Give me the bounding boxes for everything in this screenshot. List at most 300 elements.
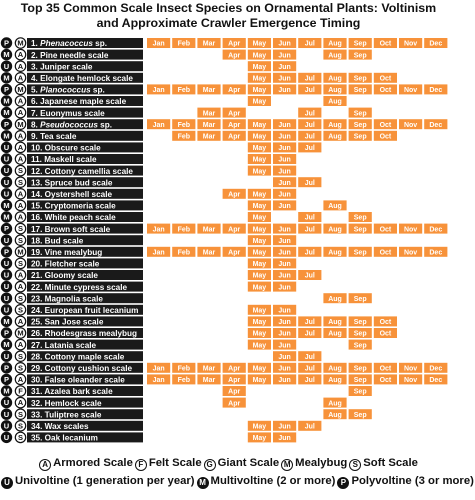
- month-label: Jul: [304, 423, 315, 431]
- month-label: May: [252, 272, 267, 280]
- month-label: Aug: [328, 400, 342, 408]
- group-letter: A: [17, 189, 24, 199]
- month-label: May: [252, 330, 267, 338]
- month-label: May: [252, 377, 267, 385]
- month-label: Oct: [379, 226, 392, 234]
- month-label: May: [252, 307, 267, 315]
- species-name: 27. Latania scale: [31, 340, 97, 350]
- legend-label: Armored Scale: [53, 457, 133, 469]
- species-name: 17. Brown soft scale: [31, 224, 111, 234]
- month-label: Jun: [278, 237, 291, 245]
- month-label: Sep: [353, 40, 367, 48]
- month-label: Sep: [353, 295, 367, 303]
- legend-item: [349, 455, 418, 471]
- month-label: May: [252, 365, 267, 373]
- month-label: Jul: [304, 365, 315, 373]
- month-label: May: [252, 121, 267, 129]
- month-label: Jun: [278, 145, 291, 153]
- voltinism-letter: U: [3, 398, 10, 408]
- month-label: May: [252, 133, 267, 141]
- voltinism-letter: U: [3, 166, 10, 176]
- month-label: Oct: [379, 249, 392, 257]
- month-label: Feb: [177, 87, 191, 95]
- group-letter: F: [18, 386, 23, 396]
- month-label: Jun: [278, 52, 291, 60]
- species-name: 12. Cottony camellia scale: [31, 166, 133, 176]
- month-label: Mar: [202, 249, 216, 257]
- chart-title-line-2: and Approximate Crawler Emergence Timing: [96, 16, 361, 30]
- group-letter: S: [17, 433, 24, 442]
- month-label: Jun: [278, 423, 291, 431]
- month-label: Jul: [304, 40, 315, 48]
- month-label: Jan: [152, 121, 165, 129]
- group-letter: M: [17, 38, 24, 48]
- month-label: Mar: [202, 121, 216, 129]
- month-label: Feb: [177, 365, 191, 373]
- month-label: May: [252, 98, 267, 106]
- species-name: 30. False oleander scale: [31, 375, 125, 385]
- month-label: Oct: [379, 133, 392, 141]
- legend-item: [281, 455, 347, 471]
- species-name: 3. Juniper scale: [31, 62, 93, 72]
- legend-voltinism-line: [0, 473, 474, 489]
- month-label: Nov: [403, 365, 418, 373]
- legend-letter-badge: U: [1, 477, 13, 489]
- month-label: Sep: [353, 226, 367, 234]
- species-name: 10. Obscure scale: [31, 143, 101, 153]
- month-label: Jul: [304, 75, 315, 83]
- month-label: Oct: [379, 40, 392, 48]
- month-label: Sep: [353, 330, 367, 338]
- month-label: Aug: [328, 226, 342, 234]
- month-label: Apr: [228, 121, 241, 129]
- legend-letter-badge: S: [349, 459, 361, 471]
- month-label: May: [252, 435, 267, 443]
- month-label: Dec: [429, 40, 443, 48]
- month-label: Apr: [228, 388, 241, 396]
- month-label: Apr: [228, 52, 241, 60]
- legend-letter-badge: P: [337, 477, 349, 489]
- species-name: 21. Gloomy scale: [31, 271, 98, 281]
- legend-letter-badge: A: [39, 459, 51, 471]
- month-label: Jun: [278, 133, 291, 141]
- month-label: Jul: [304, 353, 315, 361]
- group-letter: A: [17, 131, 24, 141]
- month-label: Apr: [228, 365, 241, 373]
- legend-letter-badge: M: [281, 459, 293, 471]
- month-label: Aug: [328, 203, 342, 211]
- month-label: Jun: [278, 226, 291, 234]
- month-label: May: [252, 145, 267, 153]
- month-label: Jul: [304, 87, 315, 95]
- voltinism-letter: P: [3, 85, 10, 94]
- month-label: Sep: [353, 52, 367, 60]
- voltinism-letter: M: [3, 386, 10, 396]
- month-label: Apr: [228, 110, 241, 118]
- month-label: Jun: [278, 377, 291, 385]
- species-name: 32. Hemlock scale: [31, 398, 102, 408]
- month-label: Jun: [278, 272, 291, 280]
- voltinism-letter: U: [3, 282, 10, 292]
- month-label: Oct: [379, 87, 392, 95]
- group-letter: A: [17, 154, 24, 164]
- month-label: Aug: [328, 377, 342, 385]
- month-label: Jun: [278, 179, 291, 187]
- month-label: Mar: [202, 226, 216, 234]
- month-label: Jul: [304, 133, 315, 141]
- voltinism-letter: P: [3, 119, 10, 129]
- month-label: Jan: [152, 87, 165, 95]
- group-letter: S: [17, 305, 24, 315]
- legend-item: [197, 473, 336, 489]
- species-name: 14. Oystershell scale: [31, 190, 113, 199]
- month-label: Aug: [328, 330, 342, 338]
- month-label: Apr: [228, 87, 241, 95]
- voltinism-letter: P: [3, 247, 10, 257]
- voltinism-letter: P: [3, 38, 10, 48]
- month-label: Apr: [228, 400, 241, 408]
- voltinism-letter: M: [3, 50, 10, 60]
- legend-item: [337, 473, 473, 489]
- group-letter: A: [17, 340, 24, 350]
- month-label: Apr: [228, 249, 241, 257]
- voltinism-letter: U: [3, 351, 10, 361]
- group-letter: A: [17, 143, 24, 152]
- month-label: May: [252, 75, 267, 83]
- month-label: Dec: [429, 377, 443, 385]
- group-letter: A: [17, 108, 24, 118]
- month-label: Apr: [228, 377, 241, 385]
- voltinism-letter: P: [3, 375, 10, 384]
- species-name: 24. European fruit lecanium: [31, 306, 139, 315]
- month-label: Apr: [228, 40, 241, 48]
- month-label: Jul: [304, 214, 315, 222]
- month-label: Sep: [353, 377, 367, 385]
- species-name: 11. Maskell scale: [31, 155, 97, 165]
- month-label: Apr: [228, 133, 241, 141]
- month-label: Jun: [278, 87, 291, 95]
- month-label: May: [252, 168, 267, 176]
- month-label: Jun: [278, 203, 291, 211]
- month-label: Mar: [202, 133, 216, 141]
- legend-item: [135, 455, 202, 471]
- chart-title-line-1: Top 35 Common Scale Insect Species on Ornamental Plants: Voltinism: [20, 1, 437, 15]
- month-label: Sep: [353, 411, 367, 419]
- species-name: 5. Planococcus sp.: [31, 85, 105, 95]
- voltinism-letter: U: [3, 61, 10, 71]
- month-label: May: [252, 342, 267, 350]
- voltinism-letter: U: [3, 433, 10, 442]
- month-label: Aug: [328, 40, 342, 48]
- month-label: Apr: [228, 191, 241, 199]
- voltinism-letter: U: [3, 305, 10, 315]
- month-label: Oct: [379, 377, 392, 385]
- month-label: Jan: [152, 226, 165, 234]
- month-label: Nov: [403, 226, 418, 234]
- month-label: Jun: [278, 261, 291, 269]
- species-name: 4. Elongate hemlock scale: [31, 74, 133, 83]
- group-letter: S: [17, 224, 24, 234]
- species-name: 31. Azalea bark scale: [31, 387, 113, 397]
- group-letter: A: [17, 50, 24, 60]
- voltinism-letter: U: [3, 177, 10, 187]
- voltinism-letter: M: [3, 96, 10, 106]
- month-label: Jul: [304, 179, 315, 187]
- month-label: Aug: [328, 411, 342, 419]
- month-label: May: [252, 249, 267, 257]
- month-label: Sep: [353, 342, 367, 350]
- month-label: Aug: [328, 75, 342, 83]
- month-label: Jun: [278, 307, 291, 315]
- species-name: 15. Cryptomeria scale: [31, 201, 116, 211]
- month-label: Jan: [152, 249, 165, 257]
- month-label: Sep: [353, 75, 367, 83]
- month-label: Jun: [278, 168, 291, 176]
- species-name: 28. Cottony maple scale: [31, 352, 125, 362]
- month-label: Apr: [228, 226, 241, 234]
- month-label: Aug: [328, 52, 342, 60]
- voltinism-letter: P: [3, 328, 10, 338]
- month-label: Feb: [177, 40, 191, 48]
- species-name: 29. Cottony cushion scale: [31, 364, 133, 373]
- month-label: Jul: [304, 145, 315, 153]
- legend-letter-badge: G: [204, 459, 216, 471]
- month-label: Nov: [403, 87, 418, 95]
- month-label: Nov: [403, 377, 418, 385]
- voltinism-letter: U: [3, 421, 10, 431]
- month-label: Oct: [379, 75, 392, 83]
- group-letter: S: [17, 166, 24, 176]
- month-label: Jun: [278, 191, 291, 199]
- voltinism-letter: M: [3, 108, 10, 118]
- species-name: 9. Tea scale: [31, 132, 77, 141]
- month-label: Dec: [429, 365, 443, 373]
- month-label: May: [252, 214, 267, 222]
- voltinism-letter: M: [3, 317, 10, 326]
- month-label: Jul: [304, 226, 315, 234]
- species-name: 35. Oak lecanium: [31, 433, 98, 443]
- month-label: Jun: [278, 121, 291, 129]
- month-label: Sep: [353, 365, 367, 373]
- month-label: May: [252, 63, 267, 71]
- species-name: 19. Vine mealybug: [31, 248, 103, 257]
- month-label: Jun: [278, 249, 291, 257]
- voltinism-letter: P: [3, 363, 10, 373]
- month-label: Jan: [152, 365, 165, 373]
- voltinism-letter: U: [3, 235, 10, 245]
- month-label: Sep: [353, 388, 367, 396]
- month-label: May: [252, 87, 267, 95]
- month-label: Sep: [353, 133, 367, 141]
- group-letter: S: [17, 259, 24, 268]
- month-label: May: [252, 319, 267, 327]
- month-label: Oct: [379, 121, 392, 129]
- month-label: Jan: [152, 40, 165, 48]
- species-name: 34. Wax scales: [31, 422, 89, 431]
- group-letter: A: [17, 317, 24, 326]
- group-letter: S: [17, 351, 24, 361]
- species-name: 6. Japanese maple scale: [31, 97, 127, 107]
- legend-label: Polyvoltine (3 or more): [351, 475, 474, 487]
- group-letter: M: [17, 328, 24, 338]
- month-label: Jun: [278, 319, 291, 327]
- month-label: Dec: [429, 249, 443, 257]
- month-label: Mar: [202, 365, 216, 373]
- month-label: Aug: [328, 365, 342, 373]
- voltinism-letter: U: [3, 270, 10, 280]
- legend-label: Giant Scale: [217, 457, 280, 469]
- month-label: Jun: [278, 284, 291, 292]
- legend-label: Multivoltine (2 or more): [210, 475, 336, 487]
- month-label: Jul: [304, 377, 315, 385]
- legend-label: Soft Scale: [363, 457, 418, 469]
- voltinism-letter: P: [3, 224, 10, 234]
- month-label: Mar: [202, 87, 216, 95]
- group-letter: A: [17, 212, 24, 222]
- group-letter: M: [17, 85, 24, 94]
- month-label: Feb: [177, 226, 191, 234]
- voltinism-letter: M: [3, 212, 10, 222]
- month-label: Jun: [278, 40, 291, 48]
- month-label: May: [252, 203, 267, 211]
- month-label: Jul: [304, 319, 315, 327]
- month-label: Oct: [379, 319, 392, 327]
- month-label: Mar: [202, 110, 216, 118]
- month-label: Sep: [353, 110, 367, 118]
- group-letter: S: [17, 421, 24, 431]
- species-name: 8. Pseudococcus sp.: [31, 120, 113, 130]
- legend-item: [39, 455, 133, 471]
- group-letter: A: [17, 398, 24, 408]
- legend-label: Felt Scale: [148, 457, 202, 469]
- group-letter: M: [17, 247, 24, 257]
- voltinism-letter: M: [3, 131, 10, 141]
- legend-item: [204, 455, 280, 471]
- month-label: May: [252, 52, 267, 60]
- month-label: Jul: [304, 110, 315, 118]
- month-label: Feb: [177, 133, 191, 141]
- month-label: Sep: [353, 249, 367, 257]
- month-label: Nov: [403, 249, 418, 257]
- month-label: May: [252, 226, 267, 234]
- month-label: Sep: [353, 87, 367, 95]
- month-label: May: [252, 284, 267, 292]
- voltinism-letter: U: [3, 293, 10, 303]
- month-label: Jun: [278, 365, 291, 373]
- month-label: Dec: [429, 87, 443, 95]
- group-letter: A: [17, 96, 24, 106]
- month-label: Jun: [278, 353, 291, 361]
- month-label: Aug: [328, 319, 342, 327]
- month-label: Jun: [278, 63, 291, 71]
- month-label: Aug: [328, 87, 342, 95]
- group-letter: A: [17, 270, 24, 280]
- month-label: Jul: [304, 249, 315, 257]
- month-label: Mar: [202, 377, 216, 385]
- voltinism-letter: U: [3, 143, 10, 152]
- species-name: 2. Pine needle scale: [31, 50, 109, 60]
- group-letter: A: [17, 282, 24, 292]
- month-label: Jul: [304, 330, 315, 338]
- group-letter: A: [17, 201, 24, 210]
- voltinism-letter: M: [3, 73, 10, 83]
- legend-label: Univoltine (1 generation per year): [15, 475, 195, 487]
- month-label: May: [252, 156, 267, 164]
- month-label: Mar: [202, 40, 216, 48]
- month-label: Feb: [177, 249, 191, 257]
- voltinism-letter: M: [3, 201, 10, 210]
- legend-letter-badge: M: [197, 477, 209, 489]
- month-label: Feb: [177, 377, 191, 385]
- voltinism-letter: M: [3, 340, 10, 350]
- species-name: 22. Minute cypress scale: [31, 282, 128, 292]
- month-label: Dec: [429, 226, 443, 234]
- month-label: Jul: [304, 121, 315, 129]
- month-label: May: [252, 237, 267, 245]
- month-label: Aug: [328, 121, 342, 129]
- month-label: Jan: [152, 377, 165, 385]
- month-label: Aug: [328, 249, 342, 257]
- month-label: Feb: [177, 121, 191, 129]
- group-letter: S: [17, 409, 24, 419]
- month-label: May: [252, 40, 267, 48]
- month-label: Aug: [328, 133, 342, 141]
- month-label: May: [252, 191, 267, 199]
- month-label: Sep: [353, 319, 367, 327]
- species-name: 1. Phenacoccus sp.: [31, 39, 108, 49]
- legend-item: [1, 473, 195, 489]
- species-name: 20. Fletcher scale: [31, 259, 100, 269]
- voltinism-letter: U: [3, 409, 10, 419]
- group-letter: S: [17, 235, 24, 245]
- month-label: Jun: [278, 75, 291, 83]
- month-label: Aug: [328, 295, 342, 303]
- species-name: 16. White peach scale: [31, 213, 116, 223]
- group-letter: A: [17, 375, 24, 384]
- month-label: Jul: [304, 272, 315, 280]
- month-label: Sep: [353, 214, 367, 222]
- month-label: Jun: [278, 156, 291, 164]
- voltinism-letter: U: [3, 154, 10, 164]
- month-label: Oct: [379, 330, 392, 338]
- month-label: May: [252, 423, 267, 431]
- legend-label: Mealybug: [295, 457, 348, 469]
- month-label: Aug: [328, 98, 342, 106]
- month-label: May: [252, 261, 267, 269]
- species-name: 23. Magnolia scale: [31, 294, 103, 304]
- species-name: 26. Rhodesgrass mealybug: [31, 329, 138, 339]
- group-letter: S: [17, 177, 24, 187]
- month-label: Jun: [278, 342, 291, 350]
- group-letter: S: [17, 293, 24, 303]
- month-label: Nov: [403, 40, 418, 48]
- voltinism-letter: U: [3, 189, 10, 199]
- month-label: Sep: [353, 121, 367, 129]
- month-label: Oct: [379, 365, 392, 373]
- legend-group-line: [0, 455, 457, 471]
- group-letter: A: [17, 73, 24, 83]
- legend-letter-badge: F: [135, 459, 147, 471]
- group-letter: A: [17, 61, 24, 71]
- month-label: Jun: [278, 330, 291, 338]
- species-name: 13. Spruce bud scale: [31, 178, 113, 188]
- group-letter: M: [17, 119, 24, 129]
- month-label: Dec: [429, 121, 443, 129]
- month-label: Nov: [403, 121, 418, 129]
- voltinism-letter: U: [3, 259, 10, 268]
- species-name: 25. San Jose scale: [31, 317, 104, 327]
- month-label: Jun: [278, 435, 291, 443]
